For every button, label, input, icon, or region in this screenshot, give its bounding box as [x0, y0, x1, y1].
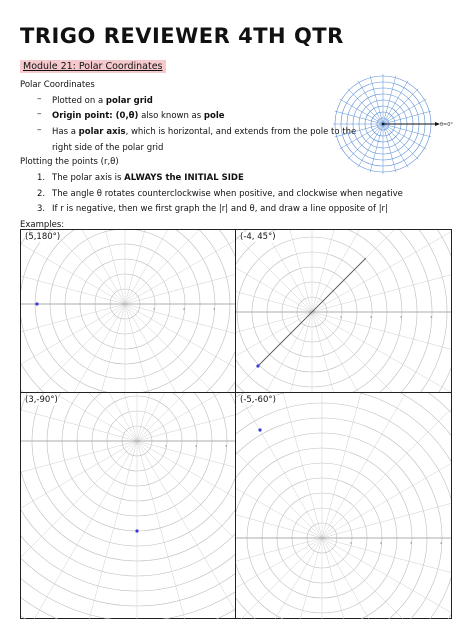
grid-spoke — [21, 441, 137, 496]
plot-point — [256, 364, 259, 367]
step-2: The angle θ rotates counterclockwise when positive, and clockwise when negative — [52, 189, 403, 199]
grid-spoke — [89, 230, 125, 304]
example-cell-4 — [236, 393, 451, 619]
example-cell-3 — [21, 393, 235, 619]
tick-label: 2 — [195, 444, 197, 448]
grid-spoke — [236, 538, 322, 619]
pole-point — [382, 123, 384, 125]
grid-spoke — [137, 393, 235, 441]
grid-circle — [21, 393, 235, 576]
grid-spoke — [236, 230, 312, 312]
tick-label: 2 — [370, 315, 372, 319]
grid-spoke — [322, 401, 451, 538]
grid-spoke — [55, 230, 125, 304]
grid-spoke — [383, 124, 418, 159]
grid-circle — [21, 230, 235, 392]
step-number: 1. — [37, 173, 46, 183]
example-label: (-5,-60°) — [240, 395, 276, 405]
examples-grid — [20, 229, 452, 619]
grid-spoke — [383, 89, 418, 124]
grid-spoke — [272, 393, 322, 538]
tick-label: 3 — [400, 315, 402, 319]
grid-spoke — [137, 441, 235, 547]
tick-label: 2 — [183, 307, 185, 311]
grid-spoke — [236, 538, 322, 619]
example-label: (5,180°) — [25, 232, 61, 242]
tick-label: 3 — [225, 444, 227, 448]
plot-point — [258, 428, 261, 431]
grid-spoke — [125, 230, 195, 304]
polar-plot — [236, 393, 451, 619]
grid-circle — [21, 230, 230, 392]
grid-spoke — [236, 401, 322, 538]
grid-circle — [21, 230, 235, 392]
grid-circle — [21, 393, 235, 591]
grid-circle — [21, 393, 235, 619]
grid-spoke — [383, 124, 408, 167]
grid-spoke — [322, 538, 451, 588]
grid-spoke — [236, 393, 322, 538]
grid-spoke — [137, 393, 235, 441]
bullet-1: Plotted on a polar grid — [52, 96, 153, 106]
grid-spoke — [340, 99, 383, 124]
grid-circle — [32, 393, 235, 546]
grid-spoke — [312, 231, 451, 312]
tick-label: 1 — [165, 444, 167, 448]
grid-spoke — [383, 81, 408, 124]
step-3: If r is negative, then we first graph the |r| and θ, and draw a line opposite of |r| — [52, 204, 388, 214]
tick-label: 1 — [340, 315, 342, 319]
tick-label: 2 — [380, 541, 382, 545]
grid-spoke — [137, 393, 235, 441]
examples-label: Examples: — [20, 220, 65, 230]
grid-circle — [21, 393, 235, 619]
plotting-heading: Plotting the points (r,θ) — [20, 157, 119, 167]
bullet-3: Has a polar axis, which is horizontal, and extends from the pole to the — [52, 127, 357, 137]
grid-spoke — [31, 441, 137, 619]
grid-spoke — [322, 393, 372, 538]
tick-label: 4 — [430, 315, 432, 319]
module-heading: Module 21: Polar Coordinates — [20, 60, 166, 73]
example-cell-1 — [21, 230, 235, 392]
grid-spoke — [21, 441, 137, 591]
example-label: (3,-90°) — [25, 395, 58, 405]
grid-spoke — [236, 230, 312, 312]
grid-spoke — [348, 89, 383, 124]
plot-point — [135, 529, 138, 532]
plot-point — [35, 302, 38, 305]
polar-axis-label: θ=0° — [440, 122, 453, 128]
grid-circle — [236, 230, 451, 392]
grid-circle — [236, 433, 427, 619]
grid-spoke — [137, 393, 235, 441]
grid-spoke — [125, 304, 235, 340]
step-number: 2. — [37, 189, 46, 199]
grid-circle — [236, 230, 417, 392]
grid-spoke — [322, 488, 451, 538]
example-label: (-4, 45°) — [240, 232, 276, 242]
divider — [235, 230, 236, 618]
grid-circle — [236, 230, 447, 392]
grid-spoke — [383, 124, 426, 149]
grid-spoke — [125, 234, 235, 304]
grid-spoke — [322, 538, 372, 619]
grid-circle — [236, 393, 451, 619]
polar-plot — [21, 230, 235, 392]
grid-spoke — [358, 81, 383, 124]
example-cell-2 — [236, 230, 451, 392]
step-number: 3. — [37, 204, 46, 214]
grid-spoke — [236, 312, 312, 354]
grid-spoke — [322, 393, 419, 538]
grid-spoke — [340, 124, 383, 149]
tick-label: 3 — [213, 307, 215, 311]
bullet-dash: – — [37, 125, 42, 135]
section-heading: Polar Coordinates — [20, 80, 95, 90]
grid-spoke — [358, 124, 383, 167]
grid-spoke — [125, 230, 161, 304]
grid-spoke — [236, 231, 312, 312]
grid-spoke — [348, 124, 383, 159]
grid-spoke — [383, 99, 426, 124]
grid-spoke — [272, 538, 322, 619]
bullet-3-continued: right side of the polar grid — [52, 143, 164, 153]
bullet-dash: – — [37, 109, 42, 119]
grid-spoke — [125, 230, 225, 304]
bullet-2: Origin point: (0,θ) also known as pole — [52, 111, 225, 121]
page-title: TRIGO REVIEWER 4TH QTR — [20, 24, 344, 48]
divider — [21, 392, 451, 393]
polar-plot — [21, 393, 235, 619]
tick-label: 4 — [440, 541, 442, 545]
grid-spoke — [125, 304, 235, 374]
grid-spoke — [21, 304, 125, 374]
polar-grid-diagram — [318, 72, 468, 182]
grid-circle — [236, 393, 451, 619]
bullet-dash: – — [37, 94, 42, 104]
tick-label: 1 — [153, 307, 155, 311]
grid-spoke — [322, 538, 419, 619]
grid-circle — [21, 393, 235, 619]
grid-spoke — [236, 538, 322, 619]
grid-spoke — [236, 270, 312, 312]
step-1: The polar axis is ALWAYS the INITIAL SIDE — [52, 173, 244, 183]
grid-circle — [236, 230, 402, 392]
tick-label: 3 — [410, 541, 412, 545]
grid-circle — [236, 393, 451, 619]
grid-spoke — [21, 234, 125, 304]
grid-spoke — [125, 268, 235, 304]
polar-plot — [236, 230, 451, 392]
tick-label: 1 — [350, 541, 352, 545]
